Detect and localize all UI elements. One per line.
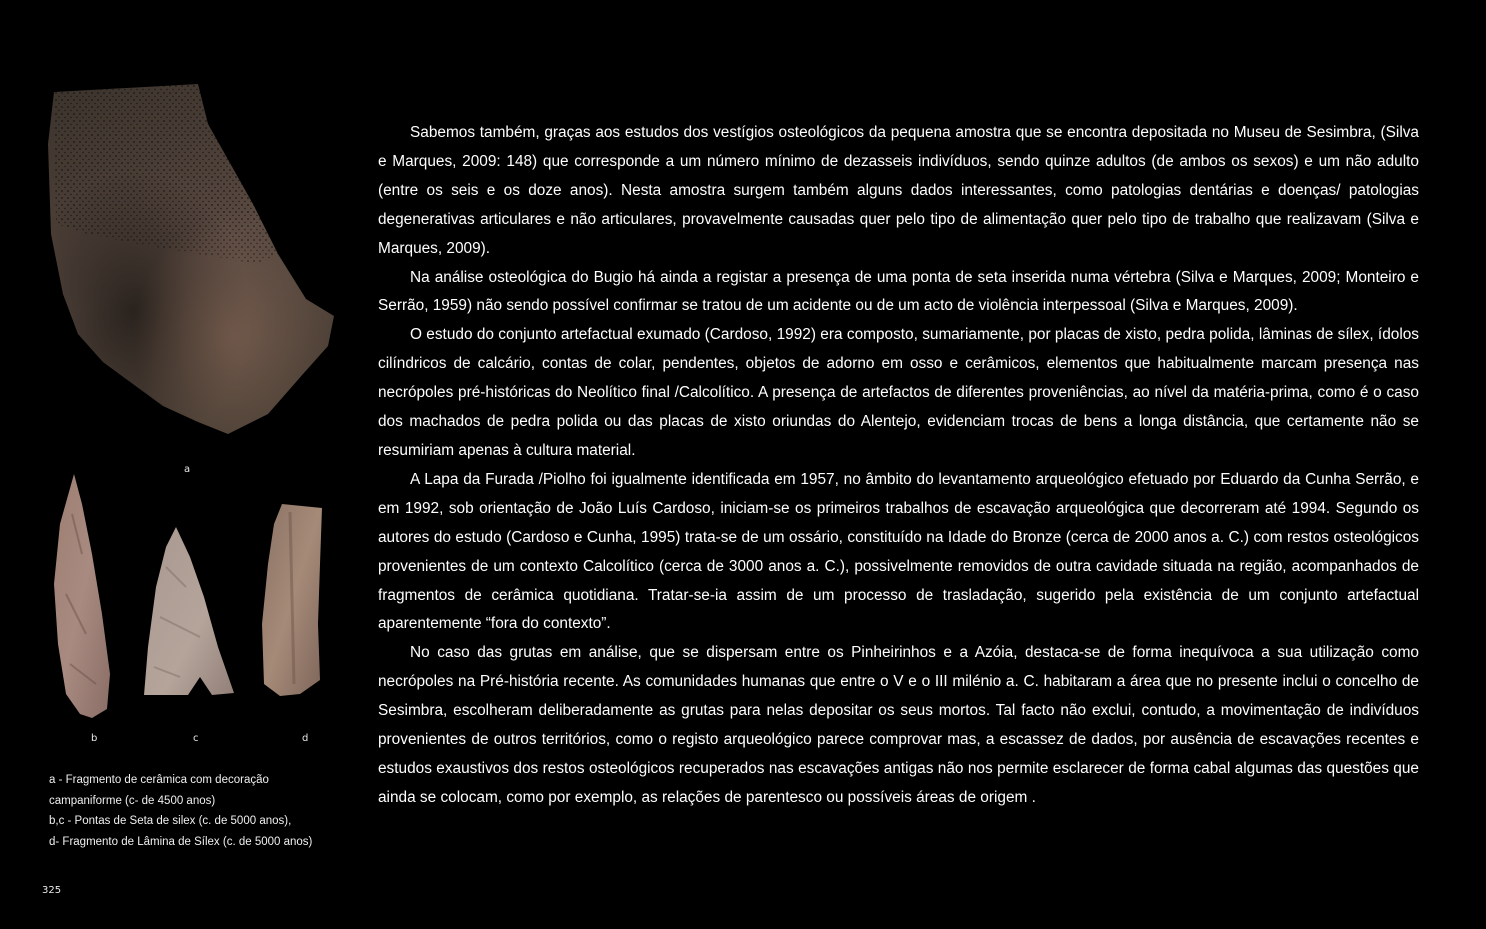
paragraph: A Lapa da Furada /Piolho foi igualmente identificada em 1957, no âmbito do levantamento arqueológico efetuado por Eduardo da Cunha Serrão, e em 1992, sob orientação de João Luís Cardoso, iniciam-se os primeiros trabalhos de escavação arqueológica que decorreram até 1994. Segundo os autores do estudo (Cardoso e Cunha, 1995) trata-se de um ossário, constituído na Idade do Bronze (cerca de 2000 anos a. C.) com restos osteológicos provenientes de um contexto Calcolítico (cerca de 3000 anos a. C.), possivelmente removidos de outra cavidade situada na região, acompanhados de fragmentos de cerâmica quotidiana. Tratar-se-ia assim de um processo de trasladação, sugerido pela existência de um conjunto artefactual aparentemente “fora do contexto”. [378,470,1419,633]
figure-label-b: b [91,733,98,744]
paragraph: Sabemos também, graças aos estudos dos vestígios osteológicos da pequena amostra que se encontra depositada no Museu de Sesimbra, (Silva e Marques, 2009: 148) que corresponde a um número mínimo de dezasseis indivíduos, sendo quinze adultos (de ambos os sexos) e um não adulto (entre os seis e os doze anos). Nesta amostra surgem também alguns dados interessantes, como patologias dentárias e doenças/ patologias degenerativas articulares e não articulares, provavelmente causadas quer pelo tipo de alimentação quer pelo tipo de trabalho que realizavam (Silva e Marques, 2009). [378,124,1419,257]
caption-line: campaniforme (c- de 4500 anos) [49,794,216,807]
paragraph: O estudo do conjunto artefactual exumado (Cardoso, 1992) era composto, sumariamente, por placas de xisto, pedra polida, lâminas de sílex, ídolos cilíndricos de calcário, contas de colar, pendentes, objetos de adorno em osso e cerâmicos, elementos que habitualmente marcam presença nas necrópoles pré-históricas do Neolítico final /Calcolítico. A presença de artefactos de diferentes proveniências, ao nível da matéria-prima, como é o caso dos machados de pedra polida ou das placas de xisto oriundas do Alentejo, evidenciam trocas de bens a longa distância, que certamente não se resumiriam apenas à cultura material. [378,326,1419,459]
paragraph: No caso das grutas em análise, que se dispersam entre os Pinheirinhos e a Azóia, destaca-se de forma inequívoca a sua utilização como necrópoles na Pré-história recente. As comunidades humanas que entre o V e o III milénio a. C. habitaram a área que no presente inclui o concelho de Sesimbra, escolheram deliberadamente as grutas para nelas depositar os seus mortos. Tal facto não exclui, contudo, a movimentação de indivíduos provenientes de outros territórios, como o registo arqueológico parece comprovar mas, a escassez de dados, por ausência de escavações recentes e estudos exaustivos dos restos osteológicos recuperados nas escavações antigas não nos permite esclarecer de forma cabal algumas das questões que ainda se colocam, como por exemplo, as relações de parentesco ou possíveis áreas de origem . [378,644,1419,806]
caption-line: a - Fragmento de cerâmica com decoração [49,774,269,786]
arrowhead-b-photo [52,474,112,720]
figure-label-c: c [193,733,199,744]
figure-label-d: d [302,733,309,744]
ceramic-fragment-photo [48,84,338,436]
article-body [378,119,1419,813]
figure-label-a: a [184,464,191,475]
page-number: 325 [42,885,62,896]
arrowhead-c-photo [140,527,236,699]
figure-caption [49,770,349,852]
caption-line: d- Fragmento de Lâmina de Sílex (c. de 5000 anos) [49,835,313,848]
caption-line: b,c - Pontas de Seta de silex (c. de 5000 anos), [49,815,292,827]
blade-fragment-d-photo [260,504,324,696]
paragraph: Na análise osteológica do Bugio há ainda a registar a presença de uma ponta de seta inserida numa vértebra (Silva e Marques, 2009; Monteiro e Serrão, 1959) não sendo possível confirmar se tratou de um acidente ou de um acto de violência interpessoal (Silva e Marques, 2009). [378,268,1419,315]
